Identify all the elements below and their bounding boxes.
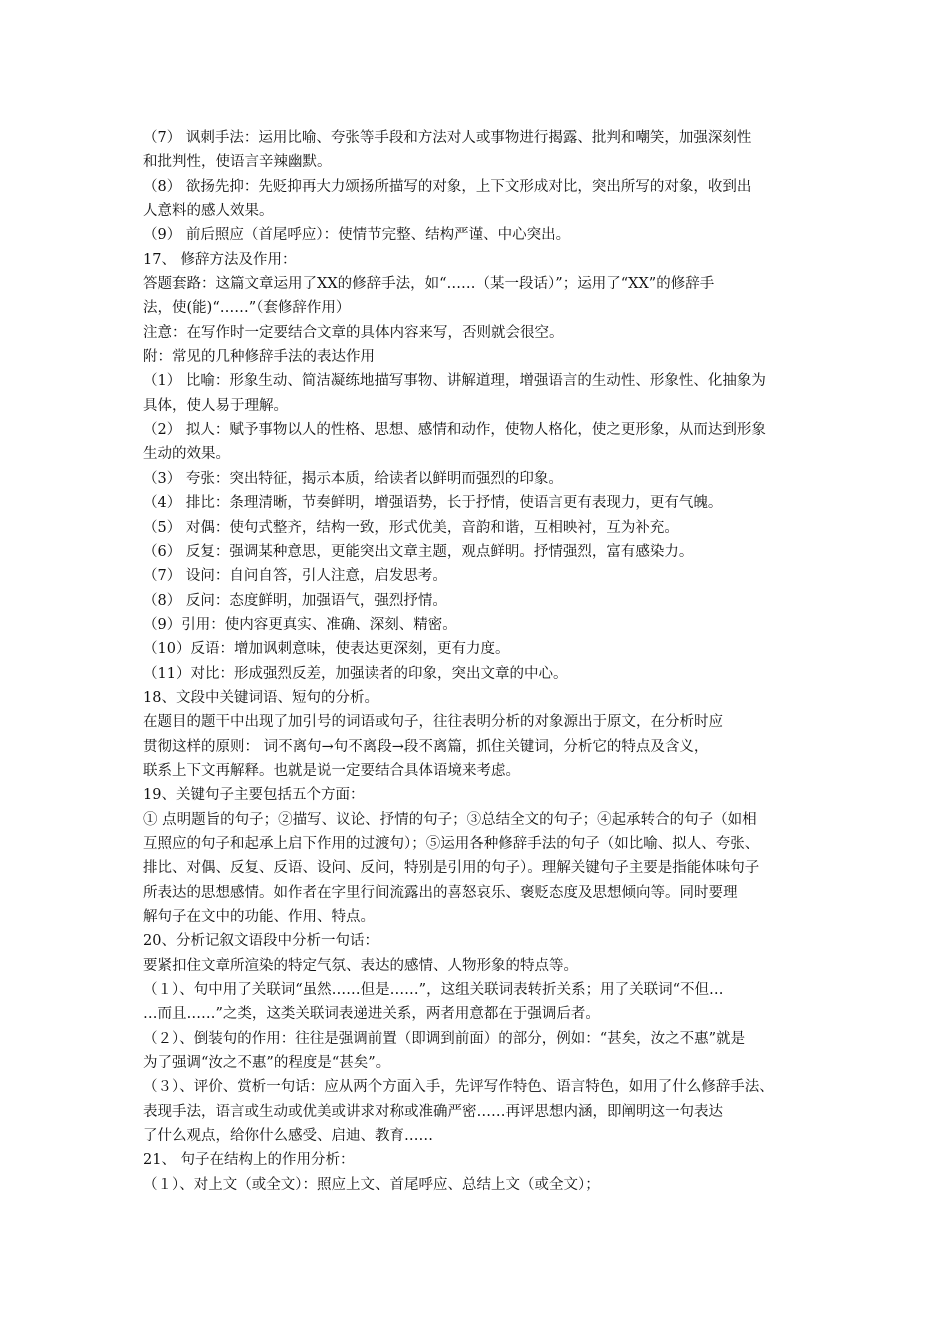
text-line: （8） 反问：态度鲜明，加强语气，强烈抒情。 bbox=[143, 592, 447, 609]
text-line: 解句子在文中的功能、作用、特点。 bbox=[143, 909, 375, 925]
text-line: …而且……”之类，这类关联词表递进关系，两者用意都在于强调后者。 bbox=[143, 1006, 600, 1023]
text-line: 表现手法，语言或生动或优美或讲求对称或准确严密……再评思想内涵，即阐明这一句表达 bbox=[143, 1103, 723, 1120]
text-line: 具体，使人易于理解。 bbox=[143, 397, 288, 414]
text-line: 了什么观点，给你什么感受、启迪、教育…… bbox=[143, 1128, 433, 1145]
text-line: （7） 讽刺手法：运用比喻、夸张等手段和方法对人或事物进行揭露、批判和嘲笑，加强深刻性 bbox=[143, 130, 752, 146]
text-line: （9）引用：使内容更真实、准确、深刻、精密。 bbox=[143, 616, 457, 633]
text-line: （8） 欲扬先抑：先贬抑再大力颂扬所描写的对象，上下文形成对比，突出所写的对象，收到出 bbox=[143, 178, 752, 195]
text-line: 人意料的感人效果。 bbox=[143, 203, 274, 220]
text-line: 法，使(能)“……”（套修辞作用） bbox=[143, 300, 351, 317]
text-line: 贯彻这样的原则： 词不离句→句不离段→段不离篇，抓住关键词，分析它的特点及含义， bbox=[143, 738, 709, 755]
text-line: 为了强调“汝之不惠”的程度是“甚矣”。 bbox=[143, 1055, 391, 1072]
text-line: （7） 设问：自问自答，引人注意，启发思考。 bbox=[143, 568, 447, 585]
text-line: 要紧扣住文章所渲染的特定气氛、表达的感情、人物形象的特点等。 bbox=[143, 957, 578, 974]
text-line: （2） 拟人：赋予事物以人的性格、思想、感情和动作，使物人格化，使之更形象，从而达到形象 bbox=[143, 422, 766, 439]
text-line: 互照应的句子和起承上启下作用的过渡句）；⑤运用各种修辞手法的句子（如比喻、拟人、夸张、 bbox=[143, 835, 760, 852]
text-line: （5） 对偶：使句式整齐，结构一致，形式优美，音韵和谐，互相映衬，互为补充。 bbox=[143, 519, 679, 536]
text-line: （3） 夸张：突出特征，揭示本质，给读者以鲜明而强烈的印象。 bbox=[143, 470, 563, 487]
text-line: 注意：在写作时一定要结合文章的具体内容来写，否则就会很空。 bbox=[143, 324, 564, 341]
text-line: 在题目的题干中出现了加引号的词语或句子，往往表明分析的对象源出于原文，在分析时应 bbox=[143, 714, 723, 731]
text-line: （9） 前后照应（首尾呼应）：使情节完整、结构严谨、中心突出。 bbox=[143, 227, 571, 244]
text-line: ① 点明题旨的句子；②描写、议论、抒情的句子；③总结全文的句子；④起承转合的句子（如相 bbox=[143, 811, 757, 828]
section-heading: 18、文段中关键词语、短句的分析。 bbox=[143, 689, 379, 706]
text-line: （10）反语：增加讽刺意味，使表达更深刻，更有力度。 bbox=[143, 641, 510, 658]
text-line: （１）、对上文（或全文）：照应上文、首尾呼应、总结上文（或全文）； bbox=[143, 1176, 600, 1193]
text-line: 排比、对偶、反复、反语、设问、反问，特别是引用的句子）。理解关键句子主要是指能体味句子 bbox=[143, 860, 760, 877]
text-line: 所表达的思想感情。如作者在字里行间流露出的喜怒哀乐、褒贬态度及思想倾向等。同时要理 bbox=[143, 884, 738, 901]
section-heading: 19、关键句子主要包括五个方面： bbox=[143, 787, 365, 804]
text-line: 附：常见的几种修辞手法的表达作用 bbox=[143, 349, 375, 366]
text-line: （11）对比：形成强烈反差，加强读者的印象，突出文章的中心。 bbox=[143, 665, 568, 682]
text-line: 和批判性，使语言辛辣幽默。 bbox=[143, 154, 332, 171]
text-line: 联系上下文再解释。也就是说一定要结合具体语境来考虑。 bbox=[143, 762, 520, 779]
document-body bbox=[143, 126, 823, 1197]
text-line: （1） 比喻：形象生动、简洁凝练地描写事物、讲解道理，增强语言的生动性、形象性、化抽象为 bbox=[143, 373, 766, 390]
text-line: （6） 反复：强调某种意思，更能突出文章主题，观点鲜明。抒情强烈，富有感染力。 bbox=[143, 543, 694, 560]
text-line: （4） 排比：条理清晰，节奏鲜明，增强语势，长于抒情，使语言更有表现力，更有气魄。 bbox=[143, 495, 723, 512]
section-heading: 21、 句子在结构上的作用分析： bbox=[143, 1152, 355, 1169]
section-heading: 20、分析记叙文语段中分析一句话： bbox=[143, 933, 379, 950]
text-line: 生动的效果。 bbox=[143, 446, 230, 463]
section-heading: 17、 修辞方法及作用： bbox=[143, 251, 297, 268]
text-line: 答题套路：这篇文章运用了XX的修辞手法，如“……（某一段话）”；运用了“XX”的修辞手 bbox=[143, 276, 715, 293]
text-line: （１）、句中用了关联词“虽然……但是……”，这组关联词表转折关系；用了关联词“不但… bbox=[143, 982, 724, 999]
text-line: （２）、倒装句的作用：往往是强调前置（即调到前面）的部分，例如：“甚矣，汝之不惠”就是 bbox=[143, 1030, 746, 1047]
text-line: （３）、评价、赏析一句话：应从两个方面入手，先评写作特色、语言特色，如用了什么修辞手法、 bbox=[143, 1079, 774, 1096]
